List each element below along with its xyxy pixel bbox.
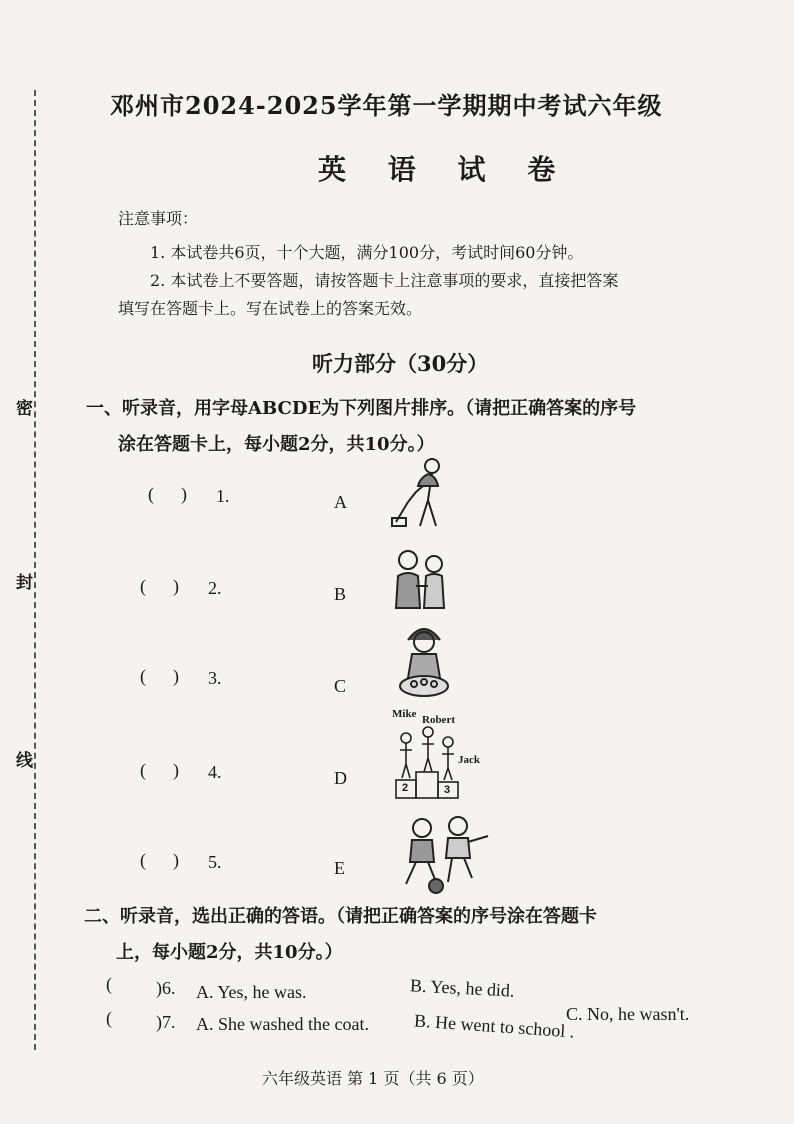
picture-e-playing-football [392,812,492,896]
q1-answer-blank: ( ) [148,484,187,504]
picture-b-letter: B [334,584,347,604]
picture-d-label-jack: Jack [458,754,480,766]
q6-number: )6. [156,978,176,998]
q7-number: )7. [156,1012,176,1032]
picture-d-label-robert: Robert [422,714,455,726]
picture-a-vacuuming [390,456,460,532]
q2-answer-blank: ( ) [140,576,179,596]
notes-heading: 注意事项： [118,209,199,228]
part2-instruction-line1: 二、听录音，选出正确的答语。（请把正确答案的序号涂在答题卡 [84,906,597,927]
q7-answer-blank: ( [106,1008,139,1028]
picture-d-place-2: 2 [402,782,409,794]
q6-option-b: B. Yes, he did. [409,975,516,1001]
page-footer: 六年级英语 第 1 页（共 6 页） [262,1069,484,1088]
q7-option-a: A. She washed the coat. [196,1014,369,1034]
picture-d-label-mike: Mike [392,708,417,720]
binding-char-feng: 封 [16,566,33,595]
q4-number: 4. [208,762,222,782]
q6-answer-blank: ( [106,974,139,994]
q1-number: 1. [216,486,230,506]
q5-number: 5. [208,852,222,872]
q7-option-b: B. He went to school . [413,1010,576,1042]
note-item-1: 1. 本试卷共6页，十个大题，满分100分，考试时间60分钟。 [150,243,584,262]
exam-subtitle: 英 语 试 卷 [318,153,572,186]
binding-line [34,90,36,1050]
picture-e-letter: E [334,858,345,878]
note-item-2-line1: 2. 本试卷上不要答题，请按答题卡上注意事项的要求，直接把答案 [150,271,619,290]
picture-c-washing-clothes [394,620,456,702]
picture-d-letter: D [334,768,347,788]
picture-c-letter: C [334,676,347,696]
q3-answer-blank: ( ) [140,666,179,686]
q6-option-a: A. Yes, he was. [196,982,307,1002]
picture-b-grandpa-child [390,546,454,612]
q5-answer-blank: ( ) [140,850,179,870]
binding-char-mi: 密 [16,392,33,421]
picture-a-letter: A [334,492,347,512]
q4-answer-blank: ( ) [140,760,179,780]
listening-heading: 听力部分（30分） [312,351,489,376]
part1-instruction-line1: 一、听录音，用字母ABCDE为下列图片排序。（请把正确答案的序号 [86,398,637,419]
part2-instruction-line2: 上，每小题2分，共10分。） [116,942,343,963]
q2-number: 2. [208,578,222,598]
binding-char-xian: 线 [16,744,33,773]
q3-number: 3. [208,668,222,688]
q6-option-c: C. No, he wasn't. [566,1004,690,1024]
note-item-2-line2: 填写在答题卡上。写在试卷上的答案无效。 [118,299,423,318]
picture-d-place-3: 3 [444,784,451,796]
exam-title: 邓州市2024-2025学年第一学期期中考试六年级 [110,91,663,120]
part1-instruction-line2: 涂在答题卡上，每小题2分，共10分。） [118,434,435,455]
